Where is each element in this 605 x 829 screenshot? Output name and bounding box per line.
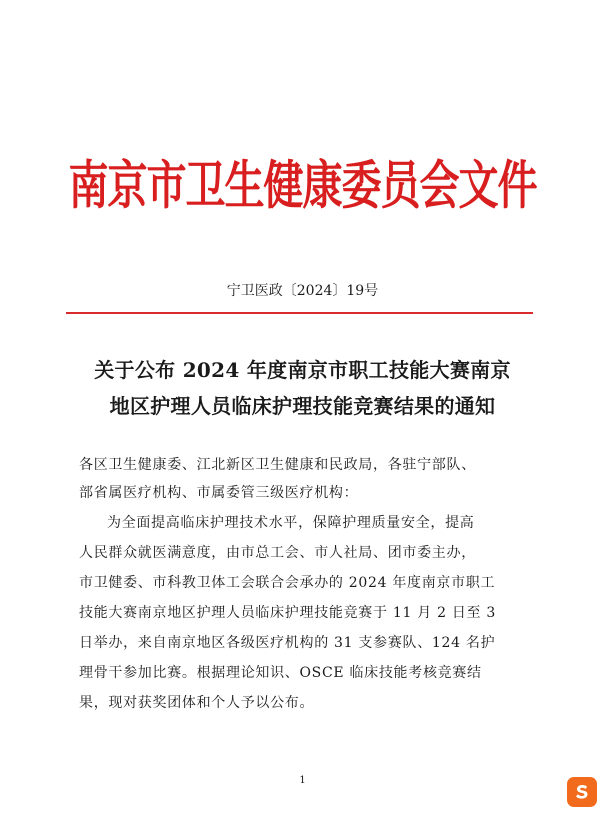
document-number: 宁卫医政〔2024〕19号: [226, 283, 379, 299]
masthead-title: 南京市卫生健康委员会文件: [68, 155, 537, 217]
red-divider: [66, 312, 533, 314]
body-line: 为全面提高临床护理技术水平，保障护理质量安全，提高: [107, 515, 475, 531]
body-line: 果，现对获奖团体和个人予以公布。: [79, 695, 315, 711]
addressee-line-2: 部省属医疗机构、市属委管三级医疗机构：: [79, 485, 359, 501]
body-line: 市卫健委、市科教卫体工会联合会承办的 2024 年度南京市职工: [79, 575, 496, 591]
body-line: 技能大赛南京地区护理人员临床护理技能竞赛于 11 月 2 日至 3: [79, 605, 496, 621]
notice-title: [40, 352, 565, 424]
addressee-block: [79, 451, 539, 507]
notice-title-line-2: 地区护理人员临床护理技能竞赛结果的通知: [109, 394, 496, 418]
notice-title-line-1: 关于公布 2024 年度南京市职工技能大赛南京: [94, 358, 511, 382]
page-number: 1: [299, 775, 306, 786]
addressee-line-1: 各区卫生健康委、江北新区卫生健康和民政局，各驻宁部队、: [79, 457, 476, 473]
body-line: 人民群众就医满意度，由市总工会、市人社局、团市委主办，: [79, 545, 476, 561]
body-line: 理骨干参加比赛。根据理论知识、OSCE 临床技能考核竞赛结: [79, 665, 482, 681]
body-paragraph: [79, 508, 549, 718]
app-logo-icon: [566, 776, 598, 808]
body-line: 日举办，来自南京地区各级医疗机构的 31 支参赛队、124 名护: [79, 635, 496, 651]
